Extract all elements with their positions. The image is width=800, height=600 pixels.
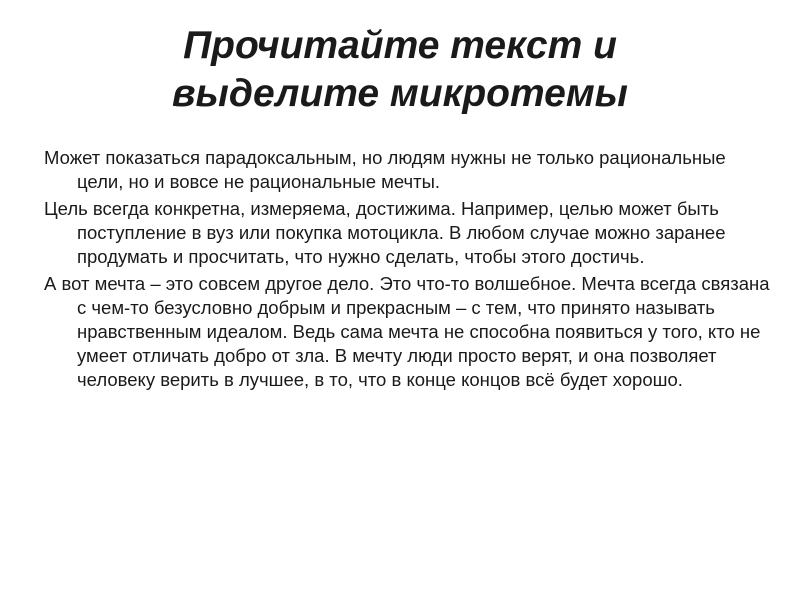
slide-title-line-2: выделите микротемы [171,72,628,115]
paragraph-goals-and-dreams: Может показаться парадоксальным, но людям нужны не только рациональные цели, но и вовсе не рациональные мечты. [44,147,726,192]
paragraph-goal: Цель всегда конкретна, измеряема, достижима. Например, целью может быть поступление в вуз или покупка мотоцикла. В любом случае можно заранее продумать и просчитать, что нужно сделать, чтобы этого достичь. [44,198,726,267]
text-body [44,146,770,395]
slide-title-line-1: Прочитайте текст и [183,24,617,67]
slide-title [40,22,760,118]
paragraph-dream: А вот мечта – это совсем другое дело. Это что-то волшебное. Мечта всегда связана с чем-то безусловно добрым и прекрасным – с тем, что принято называть нравственным идеалом. Ведь сама мечта не способна появиться у того, кто не умеет отличать добро от зла. В мечту люди просто верят, и она позволяет человеку верить в лучшее, в то, что в конце концов всё будет хорошо. [44,273,770,390]
